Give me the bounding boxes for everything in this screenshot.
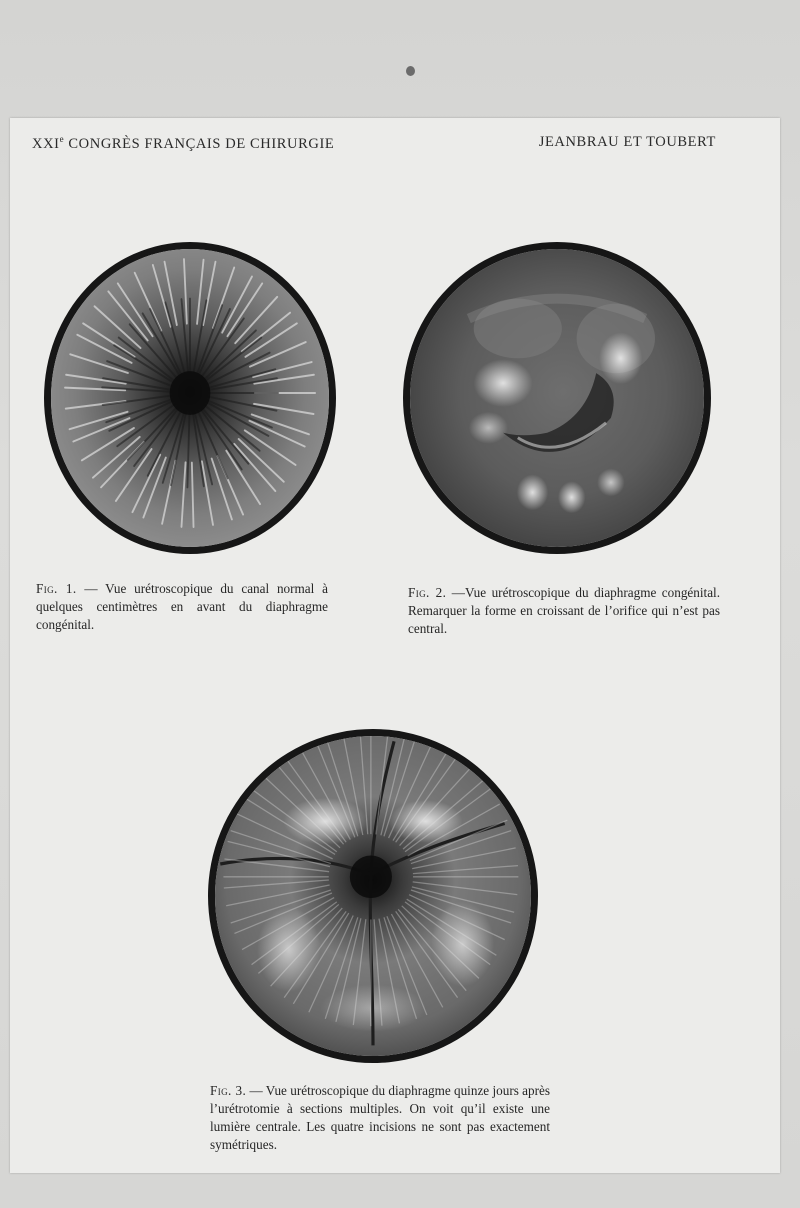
figure-2-text: —Vue urétroscopique du diaphragme congénital. Remarquer la forme en croissant de l’orifice qui n’est pas central. — [408, 585, 721, 636]
figure-1-caption — [36, 580, 328, 634]
running-head-right: JEANBRAU ET TOUBERT — [538, 134, 716, 150]
running-head-left: XXIe CONGRÈS FRANÇAIS DE CHIRURGIE — [32, 134, 335, 152]
figure-2-caption — [408, 584, 720, 638]
figure-3-caption — [210, 1082, 550, 1154]
figure-1-illustration — [44, 242, 336, 554]
figure-1-text: — Vue urétroscopique du canal normal à quelques centimètres en avant du diaphragme congénital. — [36, 581, 328, 632]
figure-3-label: Fig. 3. — [210, 1083, 247, 1098]
figure-2-illustration — [403, 242, 711, 554]
figure-1-label: Fig. 1. — [36, 581, 77, 596]
figure-3-text: — Vue urétroscopique du diaphragme quinze jours après l’urétrotomie à sections multiples. On voit qu’il existe une lumière centrale. Les quatre incisions ne sont pas exactement symétriques. — [210, 1083, 550, 1152]
pin-hole-mark — [406, 66, 415, 76]
figure-3-illustration — [208, 729, 538, 1063]
book-page — [10, 118, 780, 1173]
figure-2-label: Fig. 2. — [408, 585, 447, 600]
